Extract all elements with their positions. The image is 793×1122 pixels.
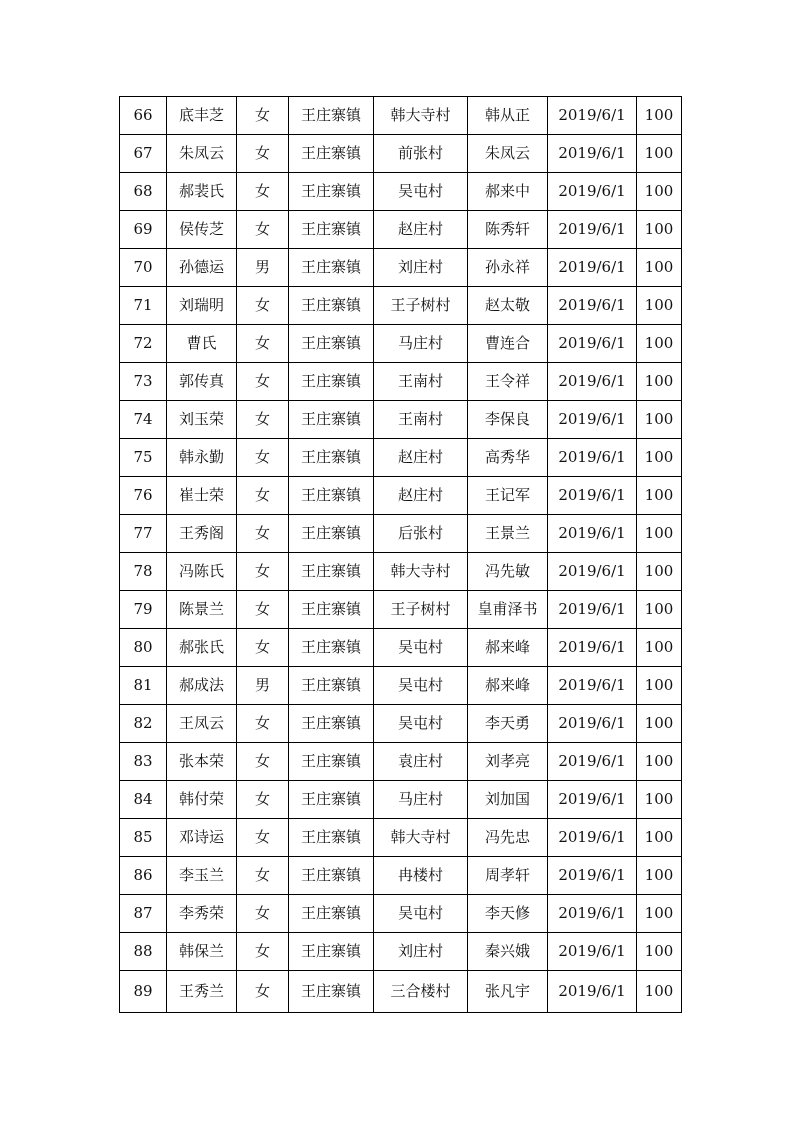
- recipient-cell: 郝来峰: [468, 667, 548, 705]
- date-cell: 2019/6/1: [548, 515, 637, 553]
- town-cell: 王庄寨镇: [289, 173, 374, 211]
- amount-cell: 100: [637, 819, 682, 857]
- recipient-cell: 李保良: [468, 401, 548, 439]
- table-row: [120, 743, 682, 781]
- village-cell: 马庄村: [374, 781, 468, 819]
- village-cell: 刘庄村: [374, 933, 468, 971]
- amount-cell: 100: [637, 591, 682, 629]
- name-cell: 崔士荣: [167, 477, 237, 515]
- recipient-cell: 李天勇: [468, 705, 548, 743]
- town-cell: 王庄寨镇: [289, 363, 374, 401]
- gender-cell: 女: [237, 781, 289, 819]
- name-cell: 邓诗运: [167, 819, 237, 857]
- gender-cell: 女: [237, 743, 289, 781]
- recipient-cell: 赵太敬: [468, 287, 548, 325]
- town-cell: 王庄寨镇: [289, 857, 374, 895]
- town-cell: 王庄寨镇: [289, 895, 374, 933]
- date-cell: 2019/6/1: [548, 135, 637, 173]
- village-cell: 王南村: [374, 363, 468, 401]
- name-cell: 韩付荣: [167, 781, 237, 819]
- amount-cell: 100: [637, 287, 682, 325]
- row-number-cell: 79: [120, 591, 167, 629]
- village-cell: 吴屯村: [374, 629, 468, 667]
- village-cell: 马庄村: [374, 325, 468, 363]
- date-cell: 2019/6/1: [548, 363, 637, 401]
- row-number-cell: 85: [120, 819, 167, 857]
- table-row: [120, 287, 682, 325]
- row-number-cell: 70: [120, 249, 167, 287]
- amount-cell: 100: [637, 553, 682, 591]
- name-cell: 曹氏: [167, 325, 237, 363]
- date-cell: 2019/6/1: [548, 895, 637, 933]
- recipient-cell: 陈秀轩: [468, 211, 548, 249]
- village-cell: 赵庄村: [374, 211, 468, 249]
- recipient-cell: 刘加国: [468, 781, 548, 819]
- village-cell: 吴屯村: [374, 667, 468, 705]
- gender-cell: 男: [237, 249, 289, 287]
- town-cell: 王庄寨镇: [289, 591, 374, 629]
- date-cell: 2019/6/1: [548, 97, 637, 135]
- name-cell: 李玉兰: [167, 857, 237, 895]
- date-cell: 2019/6/1: [548, 781, 637, 819]
- gender-cell: 女: [237, 819, 289, 857]
- date-cell: 2019/6/1: [548, 325, 637, 363]
- gender-cell: 女: [237, 971, 289, 1013]
- name-cell: 韩永勤: [167, 439, 237, 477]
- amount-cell: 100: [637, 249, 682, 287]
- gender-cell: 女: [237, 591, 289, 629]
- date-cell: 2019/6/1: [548, 705, 637, 743]
- village-cell: 王子树村: [374, 287, 468, 325]
- amount-cell: 100: [637, 781, 682, 819]
- amount-cell: 100: [637, 363, 682, 401]
- row-number-cell: 71: [120, 287, 167, 325]
- gender-cell: 女: [237, 895, 289, 933]
- town-cell: 王庄寨镇: [289, 819, 374, 857]
- village-cell: 刘庄村: [374, 249, 468, 287]
- table-row: [120, 895, 682, 933]
- recipient-cell: 朱凤云: [468, 135, 548, 173]
- amount-cell: 100: [637, 629, 682, 667]
- town-cell: 王庄寨镇: [289, 743, 374, 781]
- recipient-cell: 刘孝亮: [468, 743, 548, 781]
- date-cell: 2019/6/1: [548, 743, 637, 781]
- amount-cell: 100: [637, 439, 682, 477]
- town-cell: 王庄寨镇: [289, 325, 374, 363]
- town-cell: 王庄寨镇: [289, 933, 374, 971]
- amount-cell: 100: [637, 211, 682, 249]
- row-number-cell: 87: [120, 895, 167, 933]
- amount-cell: 100: [637, 857, 682, 895]
- town-cell: 王庄寨镇: [289, 97, 374, 135]
- name-cell: 朱凤云: [167, 135, 237, 173]
- town-cell: 王庄寨镇: [289, 705, 374, 743]
- town-cell: 王庄寨镇: [289, 135, 374, 173]
- table-row: [120, 553, 682, 591]
- name-cell: 郝张氏: [167, 629, 237, 667]
- town-cell: 王庄寨镇: [289, 781, 374, 819]
- recipient-cell: 李天修: [468, 895, 548, 933]
- row-number-cell: 74: [120, 401, 167, 439]
- table-row: [120, 819, 682, 857]
- date-cell: 2019/6/1: [548, 591, 637, 629]
- table-row: [120, 439, 682, 477]
- village-cell: 王南村: [374, 401, 468, 439]
- name-cell: 郭传真: [167, 363, 237, 401]
- date-cell: 2019/6/1: [548, 857, 637, 895]
- amount-cell: 100: [637, 705, 682, 743]
- row-number-cell: 81: [120, 667, 167, 705]
- gender-cell: 女: [237, 477, 289, 515]
- recipient-cell: 周孝轩: [468, 857, 548, 895]
- recipient-cell: 秦兴娥: [468, 933, 548, 971]
- name-cell: 刘玉荣: [167, 401, 237, 439]
- town-cell: 王庄寨镇: [289, 401, 374, 439]
- recipient-cell: 曹连合: [468, 325, 548, 363]
- table-row: [120, 857, 682, 895]
- table-row: [120, 933, 682, 971]
- name-cell: 韩保兰: [167, 933, 237, 971]
- name-cell: 冯陈氏: [167, 553, 237, 591]
- row-number-cell: 86: [120, 857, 167, 895]
- name-cell: 李秀荣: [167, 895, 237, 933]
- recipient-cell: 冯先敏: [468, 553, 548, 591]
- recipient-cell: 皇甫泽书: [468, 591, 548, 629]
- town-cell: 王庄寨镇: [289, 211, 374, 249]
- table-row: [120, 667, 682, 705]
- gender-cell: 女: [237, 287, 289, 325]
- town-cell: 王庄寨镇: [289, 287, 374, 325]
- town-cell: 王庄寨镇: [289, 629, 374, 667]
- row-number-cell: 76: [120, 477, 167, 515]
- row-number-cell: 80: [120, 629, 167, 667]
- town-cell: 王庄寨镇: [289, 515, 374, 553]
- date-cell: 2019/6/1: [548, 401, 637, 439]
- recipient-cell: 孙永祥: [468, 249, 548, 287]
- row-number-cell: 75: [120, 439, 167, 477]
- row-number-cell: 83: [120, 743, 167, 781]
- row-number-cell: 89: [120, 971, 167, 1013]
- date-cell: 2019/6/1: [548, 249, 637, 287]
- date-cell: 2019/6/1: [548, 971, 637, 1013]
- date-cell: 2019/6/1: [548, 439, 637, 477]
- row-number-cell: 66: [120, 97, 167, 135]
- amount-cell: 100: [637, 325, 682, 363]
- gender-cell: 女: [237, 933, 289, 971]
- town-cell: 王庄寨镇: [289, 439, 374, 477]
- gender-cell: 女: [237, 325, 289, 363]
- recipient-cell: 王记军: [468, 477, 548, 515]
- name-cell: 郝成法: [167, 667, 237, 705]
- name-cell: 孙德运: [167, 249, 237, 287]
- table-row: [120, 781, 682, 819]
- gender-cell: 女: [237, 439, 289, 477]
- gender-cell: 女: [237, 401, 289, 439]
- town-cell: 王庄寨镇: [289, 553, 374, 591]
- village-cell: 韩大寺村: [374, 97, 468, 135]
- name-cell: 陈景兰: [167, 591, 237, 629]
- gender-cell: 女: [237, 173, 289, 211]
- village-cell: 后张村: [374, 515, 468, 553]
- date-cell: 2019/6/1: [548, 477, 637, 515]
- date-cell: 2019/6/1: [548, 933, 637, 971]
- amount-cell: 100: [637, 515, 682, 553]
- village-cell: 吴屯村: [374, 173, 468, 211]
- date-cell: 2019/6/1: [548, 287, 637, 325]
- amount-cell: 100: [637, 135, 682, 173]
- name-cell: 王秀阁: [167, 515, 237, 553]
- row-number-cell: 78: [120, 553, 167, 591]
- gender-cell: 女: [237, 857, 289, 895]
- row-number-cell: 67: [120, 135, 167, 173]
- recipient-cell: 王令祥: [468, 363, 548, 401]
- recipient-cell: 高秀华: [468, 439, 548, 477]
- village-cell: 吴屯村: [374, 895, 468, 933]
- date-cell: 2019/6/1: [548, 211, 637, 249]
- name-cell: 刘瑞明: [167, 287, 237, 325]
- village-cell: 冉楼村: [374, 857, 468, 895]
- village-cell: 赵庄村: [374, 439, 468, 477]
- gender-cell: 女: [237, 211, 289, 249]
- amount-cell: 100: [637, 933, 682, 971]
- town-cell: 王庄寨镇: [289, 249, 374, 287]
- table-row: [120, 363, 682, 401]
- town-cell: 王庄寨镇: [289, 477, 374, 515]
- table-row: [120, 135, 682, 173]
- gender-cell: 女: [237, 363, 289, 401]
- table-row: [120, 173, 682, 211]
- date-cell: 2019/6/1: [548, 553, 637, 591]
- gender-cell: 女: [237, 705, 289, 743]
- row-number-cell: 69: [120, 211, 167, 249]
- village-cell: 韩大寺村: [374, 819, 468, 857]
- amount-cell: 100: [637, 667, 682, 705]
- row-number-cell: 77: [120, 515, 167, 553]
- amount-cell: 100: [637, 743, 682, 781]
- row-number-cell: 72: [120, 325, 167, 363]
- date-cell: 2019/6/1: [548, 629, 637, 667]
- table-row: [120, 971, 682, 1013]
- village-cell: 三合楼村: [374, 971, 468, 1013]
- table-row: [120, 477, 682, 515]
- date-cell: 2019/6/1: [548, 173, 637, 211]
- gender-cell: 女: [237, 629, 289, 667]
- town-cell: 王庄寨镇: [289, 667, 374, 705]
- table-row: [120, 97, 682, 135]
- name-cell: 王秀兰: [167, 971, 237, 1013]
- village-cell: 韩大寺村: [374, 553, 468, 591]
- table-row: [120, 211, 682, 249]
- date-cell: 2019/6/1: [548, 819, 637, 857]
- village-cell: 赵庄村: [374, 477, 468, 515]
- table-row: [120, 705, 682, 743]
- name-cell: 底丰芝: [167, 97, 237, 135]
- table-row: [120, 249, 682, 287]
- table-row: [120, 629, 682, 667]
- amount-cell: 100: [637, 971, 682, 1013]
- recipient-cell: 郝来中: [468, 173, 548, 211]
- recipient-cell: 冯先忠: [468, 819, 548, 857]
- name-cell: 侯传芝: [167, 211, 237, 249]
- name-cell: 张本荣: [167, 743, 237, 781]
- name-cell: 郝裴氏: [167, 173, 237, 211]
- row-number-cell: 88: [120, 933, 167, 971]
- recipient-cell: 郝来峰: [468, 629, 548, 667]
- gender-cell: 女: [237, 553, 289, 591]
- row-number-cell: 73: [120, 363, 167, 401]
- table-row: [120, 515, 682, 553]
- subsidy-roster-table: [119, 96, 682, 1013]
- table-row: [120, 591, 682, 629]
- table-body: [120, 97, 682, 1013]
- gender-cell: 男: [237, 667, 289, 705]
- amount-cell: 100: [637, 401, 682, 439]
- town-cell: 王庄寨镇: [289, 971, 374, 1013]
- row-number-cell: 82: [120, 705, 167, 743]
- village-cell: 王子树村: [374, 591, 468, 629]
- row-number-cell: 68: [120, 173, 167, 211]
- recipient-cell: 韩从正: [468, 97, 548, 135]
- gender-cell: 女: [237, 135, 289, 173]
- table-row: [120, 325, 682, 363]
- village-cell: 吴屯村: [374, 705, 468, 743]
- amount-cell: 100: [637, 173, 682, 211]
- row-number-cell: 84: [120, 781, 167, 819]
- village-cell: 前张村: [374, 135, 468, 173]
- amount-cell: 100: [637, 97, 682, 135]
- table-row: [120, 401, 682, 439]
- gender-cell: 女: [237, 97, 289, 135]
- date-cell: 2019/6/1: [548, 667, 637, 705]
- amount-cell: 100: [637, 477, 682, 515]
- village-cell: 袁庄村: [374, 743, 468, 781]
- name-cell: 王凤云: [167, 705, 237, 743]
- amount-cell: 100: [637, 895, 682, 933]
- recipient-cell: 王景兰: [468, 515, 548, 553]
- recipient-cell: 张凡宇: [468, 971, 548, 1013]
- gender-cell: 女: [237, 515, 289, 553]
